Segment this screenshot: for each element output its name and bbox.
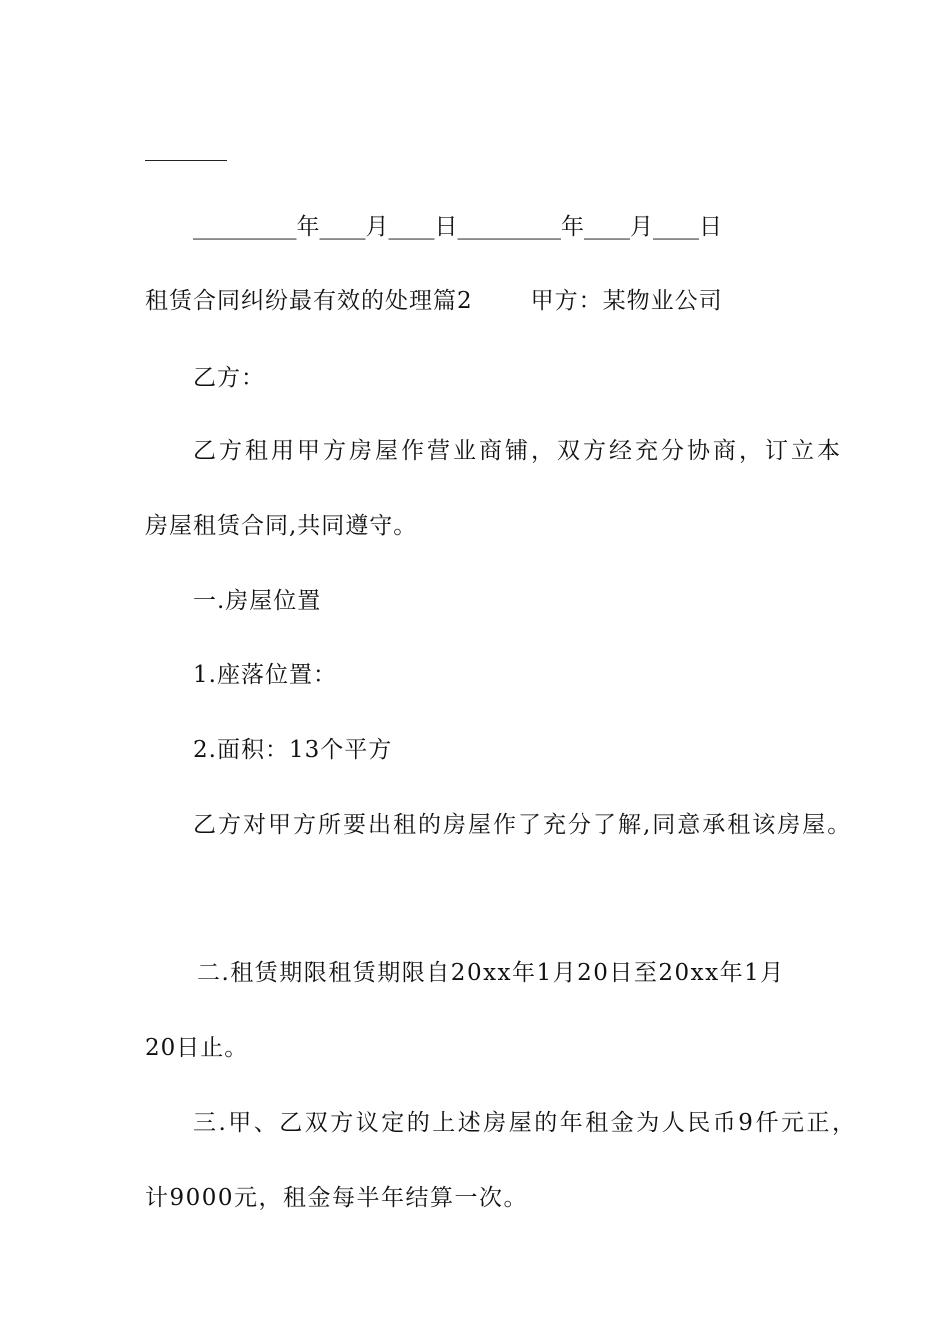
rent-clause-line2: 计9000元，租金每半年结算一次。	[145, 1185, 529, 1211]
location-clause: 1.座落位置：	[193, 662, 337, 688]
signature-rule	[145, 160, 227, 161]
title-line	[145, 286, 723, 316]
rent-clause-line1: 三.甲、乙双方议定的上述房屋的年租金为人民币9仟元正，	[193, 1110, 858, 1136]
understanding-clause: 乙方对甲方所要出租的房屋作了充分了解,同意承租该房屋。	[193, 812, 853, 838]
term-clause-line1: 二.租赁期限租赁期限自20xx年1月20日至20xx年1月	[197, 960, 785, 986]
party-a: 甲方：某物业公司	[530, 288, 723, 314]
section1-heading: 一.房屋位置	[193, 588, 322, 614]
area-clause: 2.面积：13个平方	[193, 737, 393, 763]
document-title: 租赁合同纠纷最有效的处理篇2	[145, 288, 473, 314]
party-b: 乙方：	[193, 365, 265, 391]
intro-paragraph-line2: 房屋租赁合同,共同遵守。	[145, 513, 418, 539]
date-line: _________年____月____日_________年____月____日	[193, 214, 722, 240]
term-clause-line2: 20日止。	[145, 1035, 249, 1061]
intro-paragraph-line1: 乙方租用甲方房屋作营业商铺，双方经充分协商，订立本	[193, 438, 843, 464]
